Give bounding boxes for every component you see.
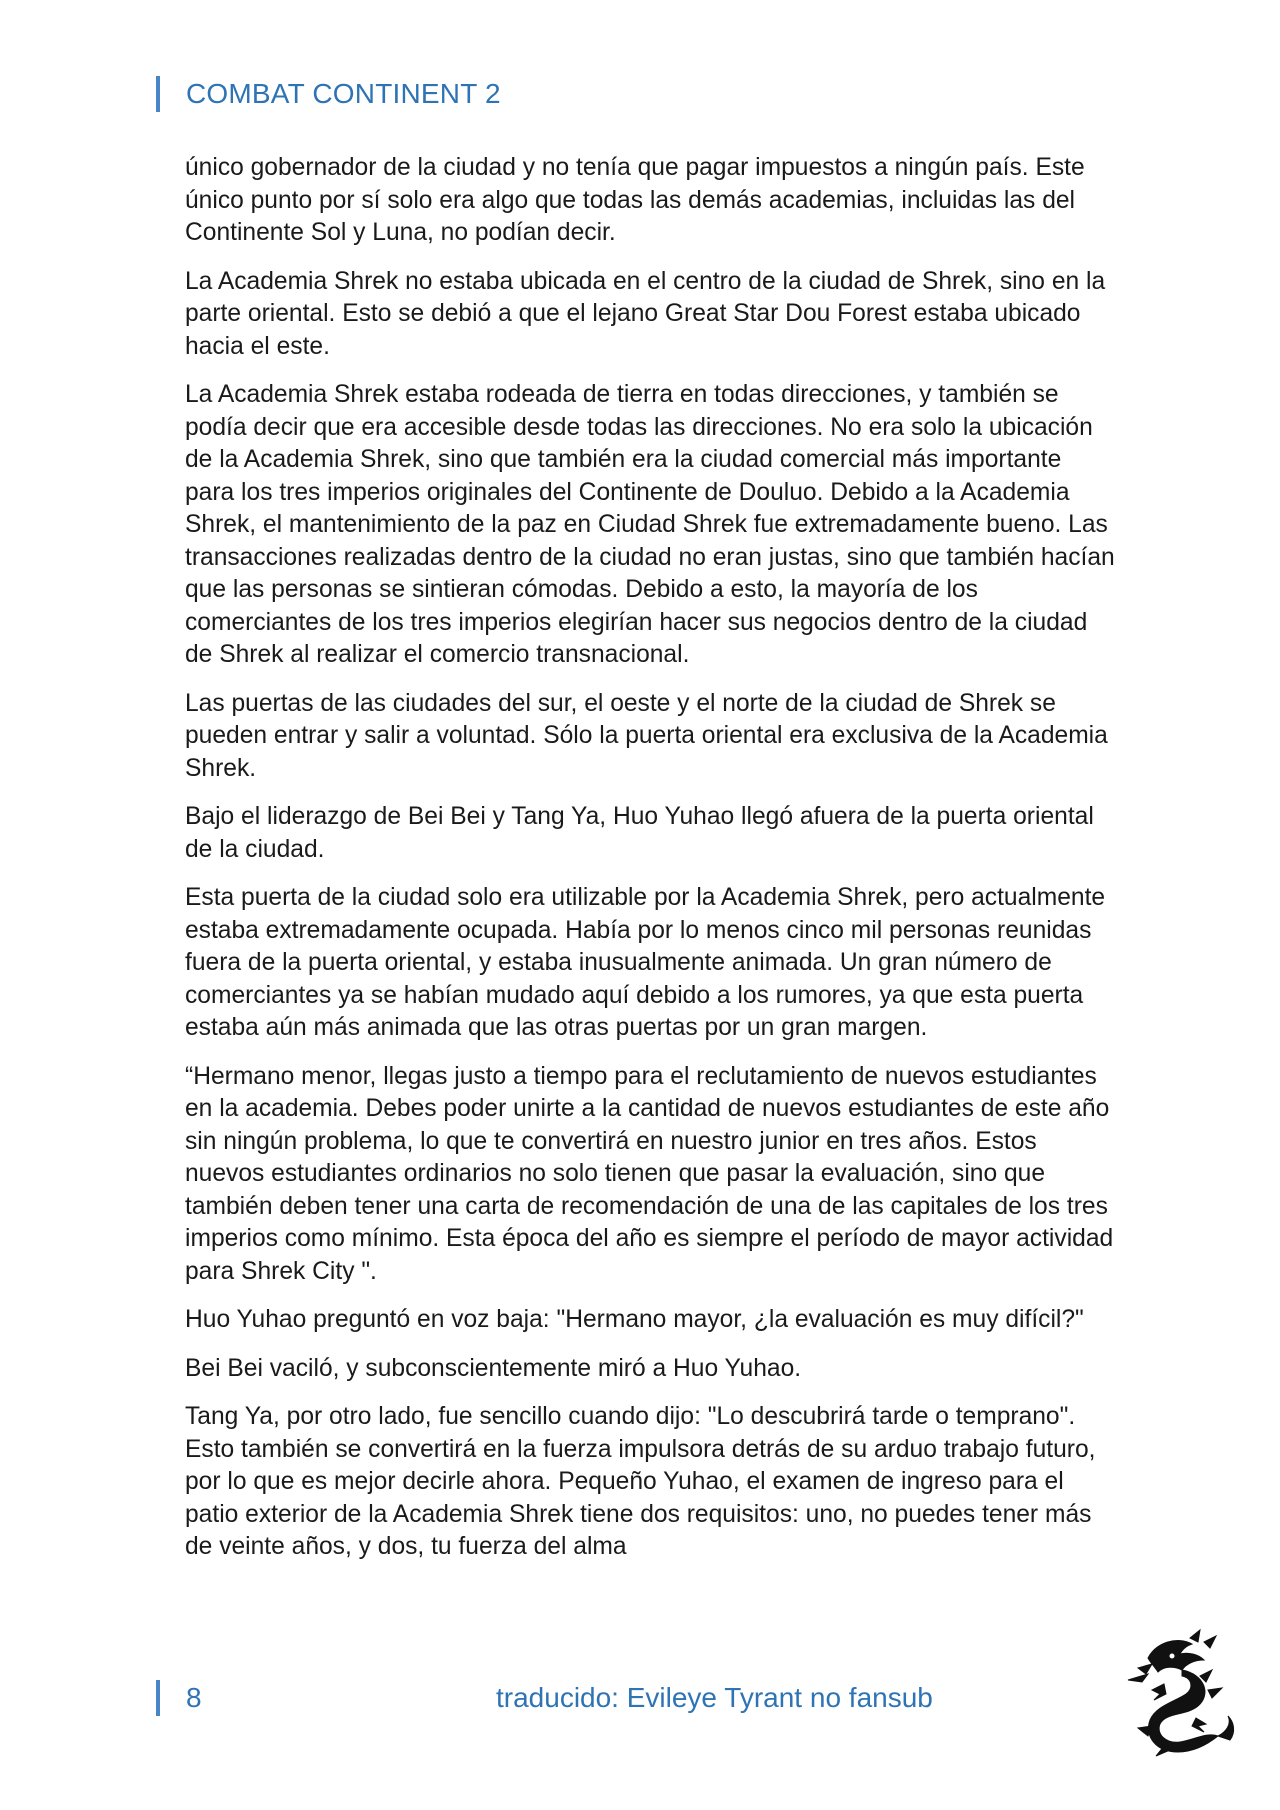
page-footer (156, 1680, 1156, 1716)
footer-accent-bar (156, 1680, 160, 1716)
dragon-logo-icon (1108, 1628, 1236, 1758)
paragraph: “Hermano menor, llegas justo a tiempo para el reclutamiento de nuevos estudiantes en la academia. Debes poder unirte a la cantidad de nuevos estudiantes de este año sin ningún problema, lo que te convertirá en nuestro junior en tres años. Estos nuevos estudiantes ordinarios no solo tienen que pasar la evaluación, sino que también deben tener una carta de recomendación de una de las capitales de los tres imperios como mínimo. Esta época del año es siempre el período de mayor actividad para Shrek City ". (185, 1062, 1114, 1285)
paragraph: Bajo el liderazgo de Bei Bei y Tang Ya, Huo Yuhao llegó afuera de la puerta oriental de la ciudad. (185, 803, 1094, 863)
paragraph: Huo Yuhao preguntó en voz baja: "Hermano mayor, ¿la evaluación es muy difícil?" (185, 1306, 1084, 1333)
paragraph: único gobernador de la ciudad y no tenía que pagar impuestos a ningún país. Este único punto por sí solo era algo que todas las demás academias, incluidas las del Continente Sol y Luna, no podían decir. (185, 154, 1085, 246)
header-accent-bar (156, 76, 160, 112)
document-body (185, 152, 1115, 1580)
header-title: COMBAT CONTINENT 2 (186, 78, 501, 109)
paragraph: La Academia Shrek estaba rodeada de tierra en todas direcciones, y también se podía decir que era accesible desde todas las direcciones. No era solo la ubicación de la Academia Shrek, sino que también era la ciudad comercial más importante para los tres imperios originales del Continente de Douluo. Debido a la Academia Shrek, el mantenimiento de la paz en Ciudad Shrek fue extremadamente bueno. Las transacciones realizadas dentro de la ciudad no eran justas, sino que también hacían que las personas se sintieran cómodas. Debido a esto, la mayoría de los comerciantes de los tres imperios elegirían hacer sus negocios dentro de la ciudad de Shrek al realizar el comercio transnacional. (185, 381, 1115, 668)
translator-credit: traducido: Evileye Tyrant no fansub (496, 1682, 933, 1713)
paragraph: Bei Bei vaciló, y subconscientemente miró a Huo Yuhao. (185, 1354, 802, 1382)
paragraph: Las puertas de las ciudades del sur, el oeste y el norte de la ciudad de Shrek se pueden entrar y salir a voluntad. Sólo la puerta oriental era exclusiva de la Academia Shrek. (185, 689, 1108, 782)
page-header (156, 76, 501, 112)
paragraph: La Academia Shrek no estaba ubicada en el centro de la ciudad de Shrek, sino en la parte oriental. Esto se debió a que el lejano Great Star Dou Forest estaba ubicado hacia el este. (185, 267, 1106, 360)
page-number: 8 (186, 1682, 202, 1713)
paragraph: Tang Ya, por otro lado, fue sencillo cuando dijo: "Lo descubrirá tarde o temprano". Esto también se convertirá en la fuerza impulsora detrás de su arduo trabajo futuro, por lo que es mejor decirle ahora. Pequeño Yuhao, el examen de ingreso para el patio exterior de la Academia Shrek tiene dos requisitos: uno, no puedes tener más de veinte años, y dos, tu fuerza del alma (185, 1403, 1096, 1560)
paragraph: Esta puerta de la ciudad solo era utilizable por la Academia Shrek, pero actualmente estaba extremadamente ocupada. Había por lo menos cinco mil personas reunidas fuera de la puerta oriental, y estaba inusualmente animada. Un gran número de comerciantes ya se habían mudado aquí debido a los rumores, ya que esta puerta estaba aún más animada que las otras puertas por un gran margen. (185, 884, 1106, 1041)
